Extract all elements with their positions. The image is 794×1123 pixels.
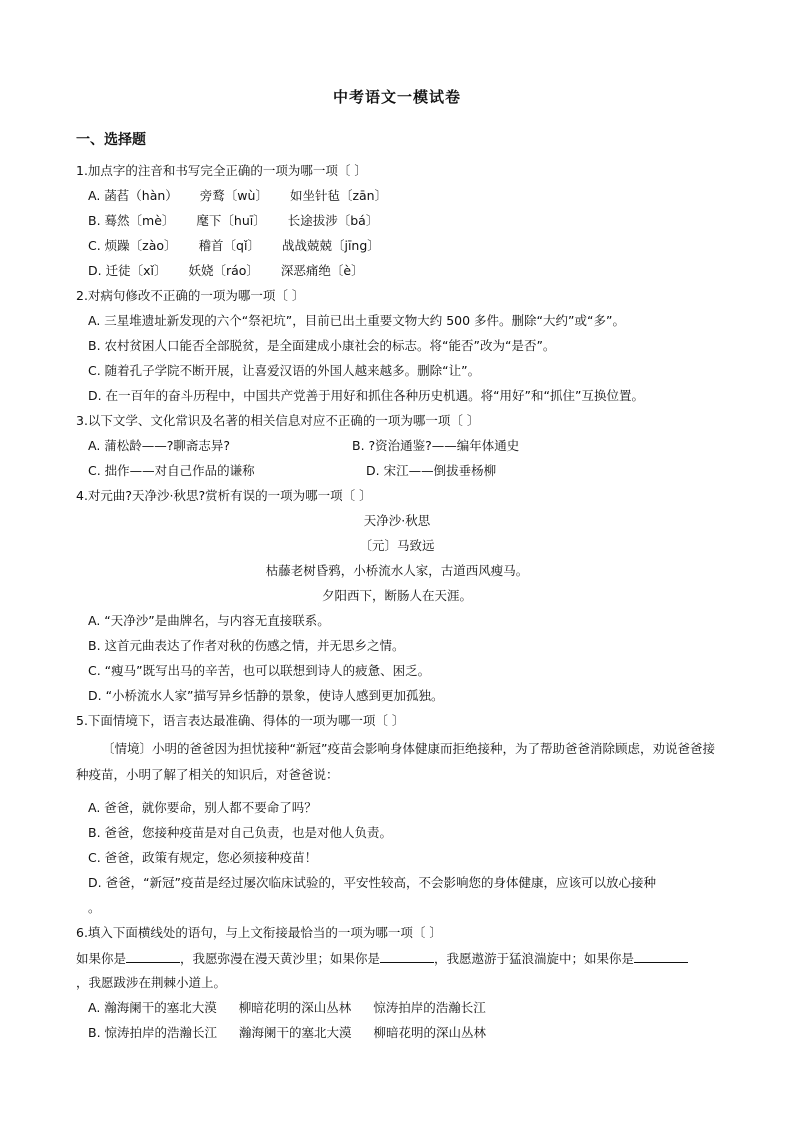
- q4-option-d: D. “小桥流水人家”描写异乡恬静的景象，使诗人感到更加孤独。: [88, 688, 444, 703]
- q2-option-d: D. 在一百年的奋斗历程中，中国共产党善于用好和抓住各种历史机遇。将“用好”和“抓住”互换位置。: [88, 388, 644, 403]
- q2-option-a: A. 三星堆遗址新发现的六个“祭祀坑”，目前已出土重要文物大约 500 多件。删除“大约”或“多”。: [88, 313, 625, 328]
- q5-option-b: B. 爸爸，您接种疫苗是对自己负责，也是对他人负责。: [88, 825, 393, 840]
- q3-option-d: D. 宋江——倒拔垂杨柳: [366, 463, 497, 478]
- q1-option-b: B. 蓦然〔mè〕 麾下〔huī〕 长途拔涉〔bá〕: [88, 213, 379, 228]
- question-5-stem: 5.下面情境下，语言表达最准确、得体的一项为哪一项〔 〕: [76, 713, 405, 728]
- blank-3: [634, 950, 688, 963]
- q3-option-c: C. 拙作——对自己作品的谦称: [88, 463, 255, 478]
- q1-option-c: C. 烦躁〔zào〕 稽首〔qǐ〕 战战兢兢〔jīng〕: [88, 238, 380, 253]
- q4-option-a: A. “天净沙”是曲牌名，与内容无直接联系。: [88, 613, 330, 628]
- poem-line-1: 枯藤老树昏鸦，小桥流水人家，古道西风瘦马。: [265, 563, 529, 578]
- q3-option-a: A. 蒲松龄——?聊斋志异?: [88, 438, 231, 453]
- q4-option-c: C. “瘦马”既写出马的辛苦，也可以联想到诗人的疲惫、困乏。: [88, 663, 431, 678]
- poem-author: 〔元〕马致远: [359, 538, 435, 553]
- question-6-stem: 6.填入下面横线处的语句，与上文衔接最恰当的一项为哪一项〔 〕: [76, 925, 442, 940]
- q5-context: 〔情境〕小明的爸爸因为担忧接种“新冠”疫苗会影响身体健康而拒绝接种，为了帮助爸爸消除顾虑，劝说爸爸接种疫苗，小明了解了相关的知识后，对爸爸说：: [76, 741, 715, 782]
- q2-option-b: B. 农村贫困人口能否全部脱贫，是全面建成小康社会的标志。将“能否”改为“是否”。: [88, 338, 556, 353]
- q5-option-d: D. 爸爸，“新冠”疫苗是经过屡次临床试验的，平安性较高，不会影响您的身体健康，应该可以放心接种: [88, 875, 657, 890]
- q6-text-line-2: ，我愿跋涉在荆棘小道上。: [76, 975, 227, 990]
- poem-title: 天净沙·秋思: [363, 513, 431, 528]
- q1-option-a: A. 菡萏（hàn） 旁鹜〔wù〕 如坐针毡〔zān〕: [88, 188, 388, 203]
- question-2-stem: 2.对病句修改不正确的一项为哪一项〔 〕: [76, 288, 305, 303]
- question-3-stem: 3.以下文学、文化常识及名著的相关信息对应不正确的一项为哪一项〔 〕: [76, 413, 480, 428]
- q3-option-b: B. ?资治通鉴?——编年体通史: [352, 438, 520, 453]
- q1-option-d: D. 迁徒〔xǐ〕 妖娆〔ráo〕 深恶痛绝〔è〕: [88, 263, 364, 278]
- q6-option-a: A. 瀚海阑干的塞北大漠 柳暗花明的深山丛林 惊涛拍岸的浩瀚长江: [88, 1000, 486, 1015]
- q2-option-c: C. 随着孔子学院不断开展，让喜爱汉语的外国人越来越多。删除“让”。: [88, 363, 481, 378]
- q5-option-c: C. 爸爸，政策有规定，您必须接种疫苗！: [88, 850, 318, 865]
- blank-1: [126, 950, 180, 963]
- blank-2: [380, 950, 434, 963]
- q6-option-b: B. 惊涛拍岸的浩瀚长江 瀚海阑干的塞北大漠 柳暗花明的深山丛林: [88, 1025, 487, 1040]
- section-heading: 一、选择题: [76, 132, 146, 148]
- question-4-stem: 4.对元曲?天净沙·秋思?赏析有误的一项为哪一项〔 〕: [76, 488, 372, 503]
- q6-text-line-1: 如果你是 ，我愿弥漫在漫天黄沙里；如果你是 ，我愿遨游于猛浪湍旋中；如果你是: [76, 950, 688, 967]
- page-title: 中考语文一模试卷: [332, 88, 461, 106]
- poem-line-2: 夕阳西下，断肠人在天涯。: [321, 588, 472, 603]
- q4-option-b: B. 这首元曲表达了作者对秋的伤感之情，并无思乡之情。: [88, 638, 405, 653]
- q5-option-d-cont: 。: [88, 900, 101, 915]
- question-1-stem: 1.加点字的注音和书写完全正确的一项为哪一项〔 〕: [76, 163, 367, 178]
- q5-option-a: A. 爸爸，就你要命，别人都不要命了吗？: [88, 800, 317, 815]
